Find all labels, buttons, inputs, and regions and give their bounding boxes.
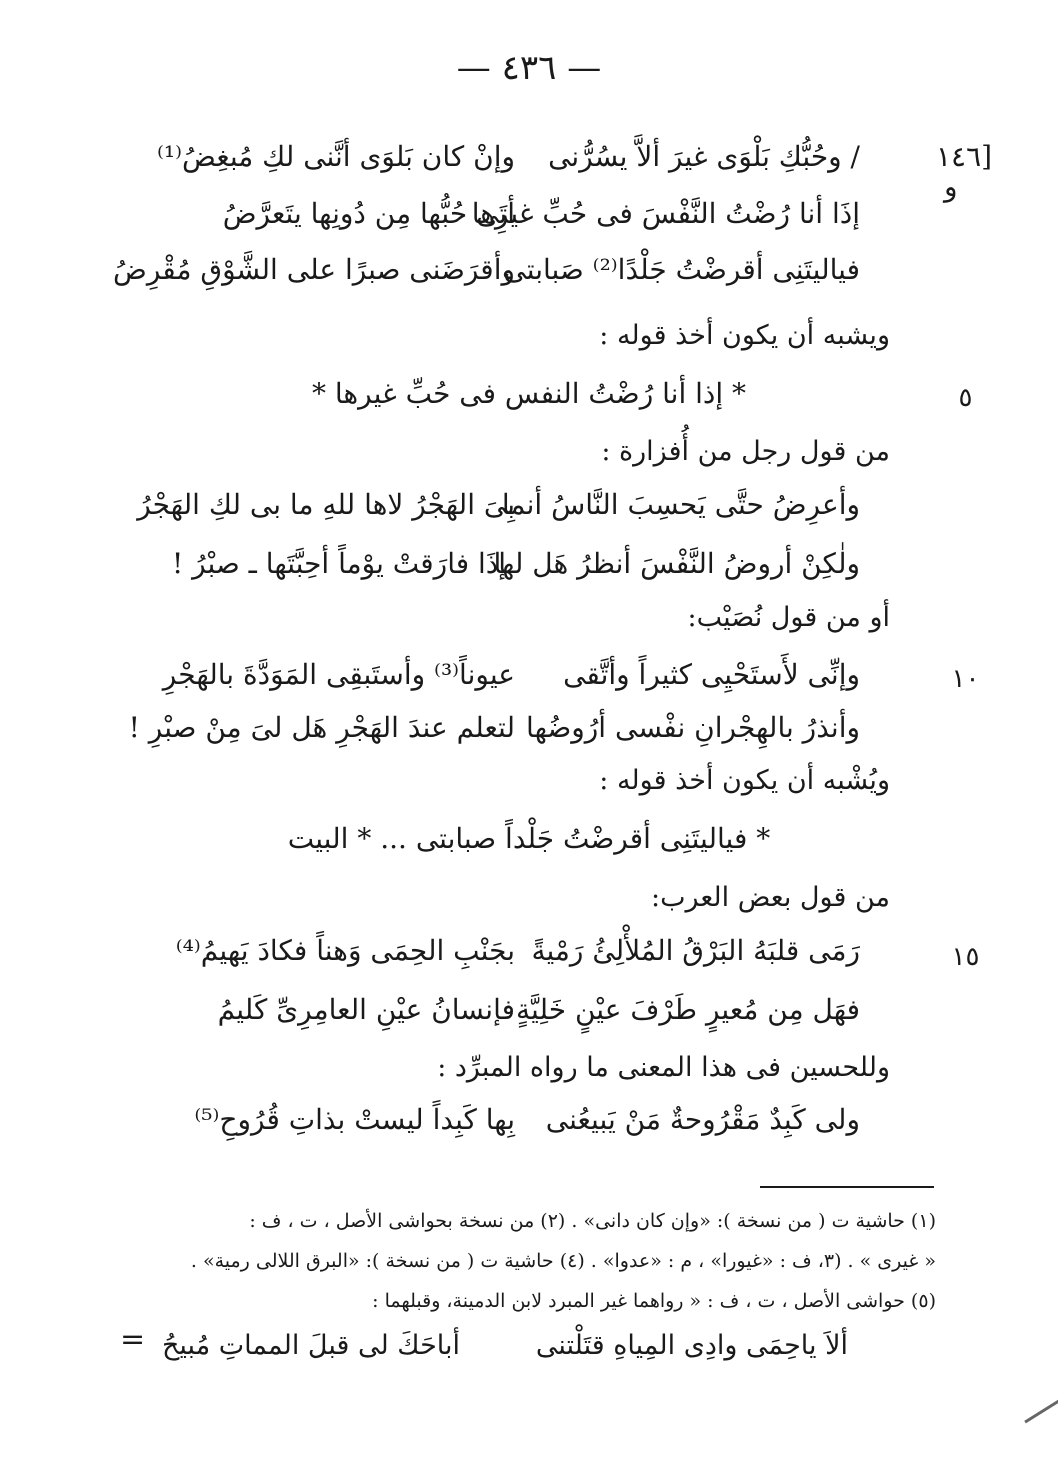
- verse-hemistich-left: وأقرَضَنى صبرًا على الشَّوْقِ مُقْرِضُ: [112, 253, 515, 286]
- quoted-hemistich: * فياليتَنِى أقرضْتُ جَلْداً صبابتى ... * البيت: [287, 822, 771, 855]
- verse-hemistich-right: ولٰكِنْ أروضُ النَّفْسَ أنظرُ هَل لها: [493, 547, 860, 580]
- prose-line: وللحسين فى هذا المعنى ما رواه المبرِّد :: [437, 1052, 890, 1083]
- quoted-hemistich: * إذا أنا رُضْتُ النفس فى حُبِّ غيرها *: [311, 377, 747, 410]
- prose-line: من قول رجل من أُفزارة :: [601, 436, 890, 467]
- verse-hemistich-right: وأعرِضُ حتَّى يَحسِبَ النَّاسُ أنما: [501, 488, 860, 521]
- verse-hemistich-left: عيوناً⁽³⁾ وأستَبقِى المَوَدَّةَ بالهَجْرِ: [162, 658, 515, 691]
- continuation-mark: =: [120, 1322, 146, 1357]
- footnote-verse-left: أباحَكَ لى قبلَ المماتِ مُبيحُ: [161, 1330, 460, 1361]
- verse-hemistich-right: وإنِّى لأَستَحْيِى كثيراً وأتَّقى: [563, 658, 860, 691]
- verse-hemistich-right: فهَل مِن مُعيرٍ طَرْفَ عيْنٍ خَلِيَّةٍ: [516, 993, 860, 1026]
- verse-hemistich-right: ولى كَبِدٌ مَقْرُوحةٌ مَنْ يَبيعُنى: [545, 1103, 860, 1136]
- verse-hemistich-right: وأنذرُ بالهِجْرانِ نفْسى أرُوضُها: [526, 711, 860, 744]
- margin-reference-letter: و: [944, 170, 958, 203]
- footnote-line: (١) حاشية ت ( من نسخة ): «وإن كان دانى» . (٢) من نسخة بحواشى الأصل ، ت ، ف :: [249, 1210, 936, 1232]
- page-scratch-mark: [1024, 1400, 1058, 1424]
- line-number: ١٠: [951, 664, 980, 694]
- footnote-line: (٥) حواشى الأصل ، ت ، ف : « رواهما غير المبرد لابن الدمينة، وقبلهما :: [372, 1290, 936, 1312]
- prose-line: ويُشْبه أن يكون أخذ قوله :: [599, 765, 890, 796]
- prose-line: ويشبه أن يكون أخذ قوله :: [599, 320, 890, 351]
- verse-hemistich-right: رَمَى قلبَهُ البَرْقُ المُلأْلِئُ رَمْيةً: [531, 934, 860, 967]
- verse-hemistich-left: أتَى حُبُّها مِن دُونِها يتَعرَّضُ: [222, 197, 515, 230]
- prose-line: من قول بعض العرب:: [650, 882, 890, 913]
- footnote-verse-right: ألاَ ياحِمَى وادِى المِياهِ قتَلْتنى: [535, 1330, 848, 1361]
- verse-hemistich-left: لتعلم عندَ الهَجْرِ هَل لىَ مِنْ صبْرِ !: [128, 711, 515, 744]
- verse-hemistich-right: / وحُبُّكِ بَلْوَى غيرَ ألاَّ يسُرُّنى: [548, 140, 860, 173]
- footnote-divider: [760, 1186, 934, 1188]
- verse-hemistich-right: فياليتَنِى أقرضْتُ جَلْدًا⁽²⁾ صَبابتى: [503, 253, 860, 286]
- verse-hemistich-left: فإنسانُ عيْنِ العامِرِىِّ كَليمُ: [217, 993, 515, 1026]
- page-number: — ٤٣٦ —: [456, 48, 602, 88]
- verse-hemistich-left: بِها كَبِداً ليستْ بذاتِ قُرُوحِ⁽⁵⁾: [194, 1103, 515, 1136]
- verse-hemistich-left: ـإذَا فارَقتْ يوْماً أحِبَّتَها ـ صبْرُ !: [171, 547, 515, 580]
- footnote-line: « غيرى » . (٣، ف : «غيورا» ، م : «عدوا» . (٤) حاشية ت ( من نسخة ): «البرق اللالى رمية» .: [190, 1250, 936, 1272]
- margin-reference: [١٤٦: [936, 140, 993, 173]
- verse-hemistich-right: إذَا أنا رُضْتُ النَّفْسَ فى حُبِّ غيرِها: [471, 197, 860, 230]
- line-number: ٥: [958, 383, 973, 413]
- prose-line: أو من قول نُصَيْب:: [687, 602, 890, 633]
- verse-hemistich-left: بِىَ الهَجْرُ لاها للهِ ما بى لكِ الهَجْرُ: [137, 488, 515, 521]
- verse-hemistich-left: بجَنْبِ الحِمَى وَهناً فكادَ يَهيمُ⁽⁴⁾: [175, 934, 515, 967]
- line-number: ١٥: [951, 942, 980, 972]
- verse-hemistich-left: وإنْ كان بَلوَى أنَّنى لكِ مُبغِضُ⁽¹⁾: [157, 140, 515, 173]
